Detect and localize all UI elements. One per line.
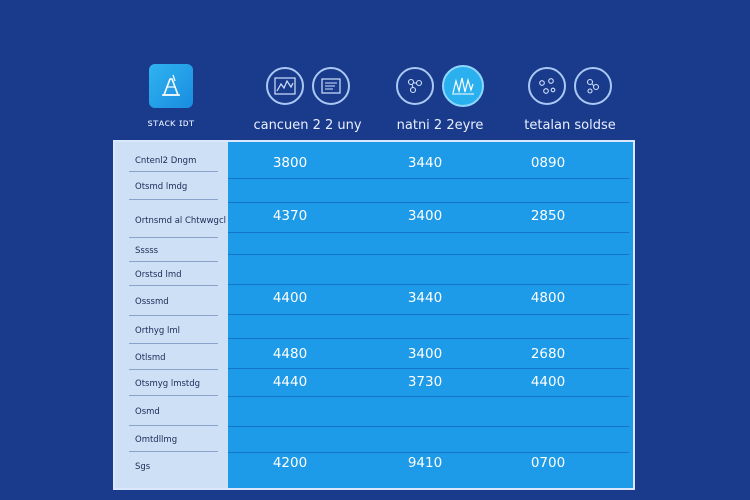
row-divider	[228, 178, 629, 179]
cell-value: 9410	[407, 455, 443, 471]
header-col-stack	[135, 62, 207, 129]
header	[0, 0, 750, 140]
cell-value: 4370	[272, 208, 308, 224]
row-label: Otsmyg lmstdg	[115, 372, 228, 396]
cluster-icon[interactable]	[574, 67, 612, 105]
cell-value: 3440	[407, 155, 443, 171]
row-divider	[228, 254, 629, 255]
row-label: Ortnsmd al Chtwwgcl	[115, 204, 228, 238]
row-label: Otlsmd	[115, 346, 228, 370]
row-label: Osssmd	[115, 288, 228, 316]
row-label: Orstsd lmd	[115, 264, 228, 286]
cell-value: 3730	[407, 374, 443, 390]
cell-value: 4440	[272, 374, 308, 390]
header-label-stack: ꜱᴛᴀᴄᴋ ɪᴅᴛ	[147, 118, 195, 129]
chart-icon[interactable]	[266, 67, 304, 105]
header-label-3: tetalan soldse	[524, 118, 616, 133]
cell-value: 0890	[530, 155, 566, 171]
comparison-table	[113, 140, 635, 490]
header-label-2: natni 2 2eyre	[396, 118, 484, 133]
cell-value: 4480	[272, 346, 308, 362]
header-col-1	[250, 62, 365, 133]
cell-value: 4400	[530, 374, 566, 390]
row-divider	[228, 452, 629, 453]
row-label: Orthyg lml	[115, 318, 228, 344]
cell-value: 2680	[530, 346, 566, 362]
header-label-1: cancuen 2 2 uny	[253, 118, 362, 133]
cell-value: 4200	[272, 455, 308, 471]
network-icon[interactable]	[396, 67, 434, 105]
document-icon[interactable]	[312, 67, 350, 105]
row-divider	[228, 368, 629, 369]
row-divider	[228, 426, 629, 427]
cell-value: 3400	[407, 346, 443, 362]
cell-value: 0700	[530, 455, 566, 471]
row-label: Cntenl2 Dngm	[115, 150, 228, 172]
row-divider	[228, 284, 629, 285]
row-label: Osmd	[115, 398, 228, 426]
cell-value: 3400	[407, 208, 443, 224]
row-labels-column	[115, 142, 228, 488]
waveform-icon[interactable]	[442, 65, 484, 107]
row-label: Otsmd lmdg	[115, 174, 228, 200]
cell-value: 2850	[530, 208, 566, 224]
row-label: Sgs	[135, 462, 151, 472]
row-divider	[228, 396, 629, 397]
row-divider	[228, 314, 629, 315]
molecule-icon[interactable]	[528, 67, 566, 105]
header-col-2	[385, 62, 495, 133]
row-divider	[228, 338, 629, 339]
row-divider	[228, 202, 629, 203]
cell-value: 4400	[272, 290, 308, 306]
row-divider	[228, 232, 629, 233]
header-col-3	[515, 62, 625, 133]
stack-app-icon[interactable]	[149, 64, 193, 108]
cell-value: 4800	[530, 290, 566, 306]
cell-value: 3800	[272, 155, 308, 171]
cell-value: 3440	[407, 290, 443, 306]
row-label: Sssss	[115, 240, 228, 262]
row-label: Omtdllmg	[115, 428, 228, 452]
